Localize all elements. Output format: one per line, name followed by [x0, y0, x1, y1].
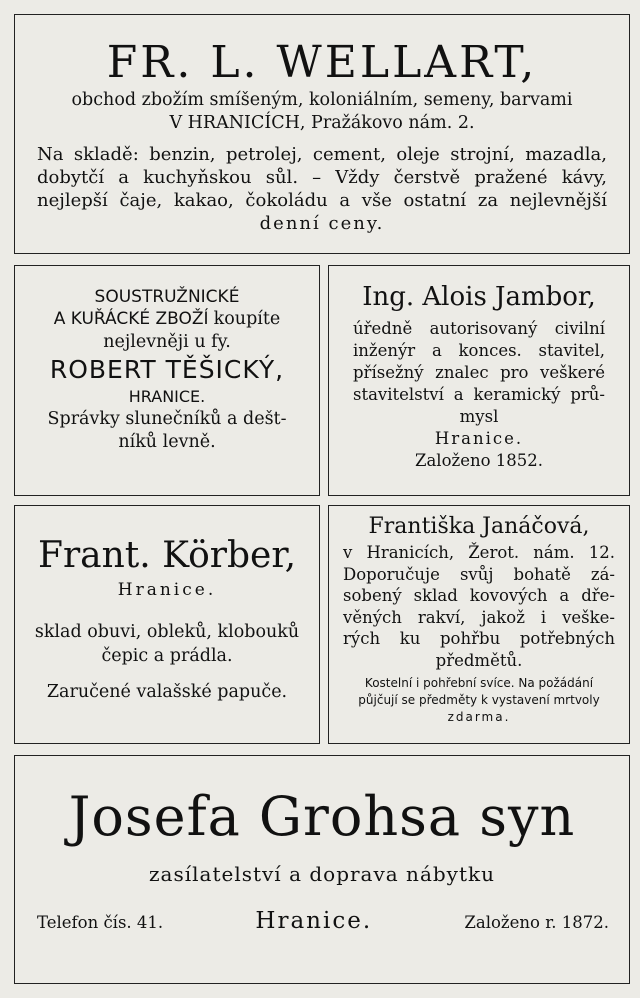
jambor-city: Hranice.	[434, 429, 524, 448]
jambor-advertisement	[328, 265, 630, 496]
jambor-body-line: úředně autorisovaný civilní	[353, 319, 605, 338]
grohs-city: Hranice.	[255, 908, 373, 934]
wellart-body-line: nejlepší čaje, kakao, čokoládu a vše ostatní za nejlevnější	[37, 190, 607, 211]
grohs-footer-row	[37, 908, 609, 934]
jambor-name: Ing. Alois Jambor,	[362, 282, 596, 312]
wellart-subtitle-line: obchod zbožím smíšeným, koloniálním, semeny, barvami	[71, 90, 573, 110]
janacova-body-line: předmětů.	[435, 650, 523, 670]
wellart-address-line: V HRANICÍCH, Pražákovo nám. 2.	[169, 113, 475, 133]
jambor-body-line: inženýr a konces. stavitel,	[353, 341, 605, 360]
jambor-body	[353, 318, 605, 472]
janacova-body-line: věných rakví, jakož i veške-	[343, 607, 615, 627]
janacova-body-line: sobený sklad kovových a dře-	[343, 586, 615, 605]
tesicky-note-line: níků levně.	[118, 432, 216, 452]
tesicky-name: ROBERT TĚŠICKÝ,	[49, 355, 285, 384]
jambor-body-line: stavitelství a keramický prů-	[353, 385, 605, 404]
korber-body-line: čepic a prádla.	[101, 646, 233, 666]
wellart-title: FR. L. WELLART,	[106, 37, 538, 88]
korber-advertisement	[14, 505, 320, 744]
grohs-phone: Telefon čís. 41.	[37, 913, 164, 932]
tesicky-heading-suffix: koupíte	[213, 309, 281, 329]
korber-name: Frant. Körber,	[37, 535, 297, 576]
grohs-founded: Založeno r. 1872.	[464, 913, 609, 932]
korber-city: Hranice.	[117, 580, 217, 600]
wellart-body-line: denní ceny.	[259, 213, 385, 234]
korber-body-line: sklad obuvi, obleků, klobouků	[34, 622, 300, 642]
tesicky-note-line: Správky slunečníků a dešt-	[47, 409, 287, 429]
grohs-subtitle: zasílatelství a doprava nábytku	[149, 862, 495, 886]
grohs-name: Josefa Grohsa syn	[68, 785, 576, 848]
jambor-body-line: přísežný znalec pro veškeré	[353, 363, 605, 382]
tesicky-intro: nejlevněji u fy.	[103, 332, 231, 352]
janacova-small-line: Kostelní i pohřební svíce. Na požádání	[364, 676, 594, 690]
tesicky-advertisement	[14, 265, 320, 496]
jambor-body-line: mysl	[459, 407, 499, 426]
janacova-body	[343, 542, 615, 671]
janacova-small-line: zdarma.	[447, 710, 511, 724]
janacova-address: v Hranicích, Žerot. nám. 12.	[343, 543, 615, 562]
janacova-small-print	[341, 675, 617, 726]
korber-slogan: Zaručené valašské papuče.	[46, 682, 288, 702]
tesicky-heading-line: A KUŘÁCKÉ ZBOŽÍ	[53, 309, 209, 329]
tesicky-city: HRANICE.	[128, 387, 206, 406]
wellart-body-line: Na skladě: benzin, petrolej, cement, oleje strojní, mazadla,	[37, 144, 607, 165]
wellart-body	[37, 143, 607, 235]
tesicky-heading-line: SOUSTRUŽNICKÉ	[94, 287, 240, 307]
janacova-name: Františka Janáčová,	[368, 514, 590, 539]
grohs-advertisement	[14, 755, 630, 984]
janacova-advertisement	[328, 505, 630, 744]
wellart-advertisement	[14, 14, 630, 254]
janacova-small-line: půjčují se předměty k vystavení mrtvoly	[358, 693, 600, 707]
jambor-founded: Založeno 1852.	[414, 451, 543, 470]
janacova-body-line: Doporučuje svůj bohatě zá-	[343, 564, 615, 584]
wellart-body-line: dobytčí a kuchyňskou sůl. – Vždy čerstvě pražené kávy,	[37, 167, 607, 188]
janacova-body-line: rých ku pohřbu potřebných	[343, 629, 615, 648]
